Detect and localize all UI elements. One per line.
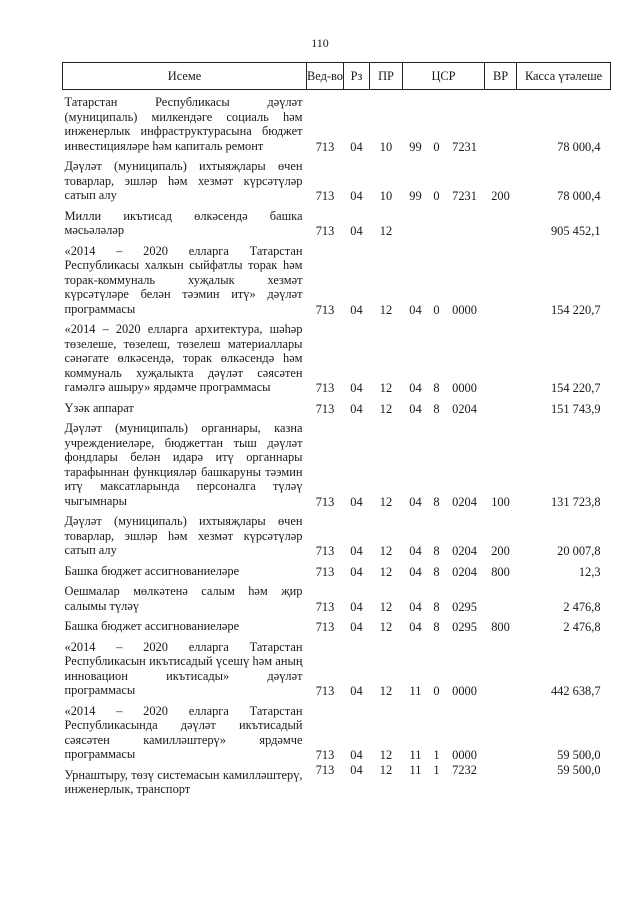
cell-csr-subprogram: 8 (433, 381, 440, 395)
cell-sum: 905 452,1 (550, 224, 601, 238)
cell-pr: 12 (379, 748, 393, 762)
table-header-row (63, 63, 611, 90)
cell-csr-direction: 0000 (452, 748, 477, 762)
cell-pr: 12 (379, 684, 393, 698)
cell-csr-subprogram: 8 (433, 599, 440, 614)
cell-rz: 04 (350, 620, 363, 634)
cell-vr (485, 699, 517, 763)
cell-rz: 04 (350, 684, 363, 698)
cell-csr-program: 04 (409, 564, 422, 579)
cell-vr: 800 (491, 620, 510, 634)
cell-ved: 713 (315, 401, 335, 416)
cell-csr-program: 04 (409, 620, 422, 634)
cell-csr-program: 04 (409, 599, 422, 614)
cell-rz: 04 (350, 139, 363, 154)
cell-pr: 12 (379, 544, 393, 558)
table-row (63, 579, 611, 614)
cell-vr: 100 (491, 494, 510, 509)
cell-pr: 12 (379, 224, 393, 238)
cell-name: Дәүләт (муниципаль) ихтыяҗлары өчен товарлар, эшләр һәм хезмәт күрсәтүләр сатып алу (64, 514, 303, 557)
cell-csr-subprogram: 8 (433, 401, 440, 416)
cell-sum: 131 723,8 (550, 494, 601, 509)
header-csr: ЦСР (403, 63, 485, 90)
cell-csr-subprogram: 8 (433, 620, 440, 634)
cell-pr: 12 (379, 302, 393, 317)
cell-sum: 12,3 (578, 564, 601, 579)
cell-pr: 12 (379, 381, 393, 395)
cell-pr: 12 (379, 762, 393, 777)
cell-name: Дәүләт (муниципаль) органнары, казна учреждениеләре, бюджеттан тыш дәүләт фондлары белән идарә итү органнары тарафыннан функцияләр башкаруны тәэмин итү максатларында персоналга түләү чыгымнары (64, 421, 303, 508)
cell-name: «2014 – 2020 елларга архитектура, шәһәр төзелеше, төзелеш, төзелеш материаллары сәнәгате өлкәсендә, торак өлкәсендә һәм коммуналь хуҗалыкта дәүләт сәясәтен гамәлгә ашыру» ярдәмче программасы (64, 322, 303, 394)
cell-ved: 713 (315, 684, 335, 698)
table-row (63, 396, 611, 417)
cell-sum: 442 638,7 (550, 684, 601, 698)
table-row (63, 614, 611, 635)
table-row (63, 763, 611, 797)
cell-vr: 800 (491, 564, 510, 579)
cell-csr-program (403, 204, 429, 239)
cell-sum: 59 500,0 (557, 748, 601, 762)
cell-sum: 20 007,8 (557, 544, 601, 558)
cell-csr-program: 04 (409, 401, 422, 416)
cell-pr: 12 (379, 564, 393, 579)
cell-vr (485, 204, 517, 239)
cell-csr-direction: 0295 (452, 620, 477, 634)
cell-ved: 713 (315, 599, 335, 614)
cell-pr: 10 (379, 189, 393, 203)
cell-ved: 713 (315, 748, 335, 762)
cell-name: Башка бюджет ассигнованиеләре (64, 619, 240, 633)
cell-csr-direction: 7231 (452, 139, 477, 154)
table-row (63, 204, 611, 239)
header-sum: Касса үтәлеше (517, 63, 611, 90)
cell-csr-subprogram: 8 (433, 544, 440, 558)
cell-name: Оешмалар мөлкәтенә салым һәм җир салымы түләү (64, 584, 303, 613)
table-row (63, 154, 611, 204)
header-pr: ПР (370, 63, 403, 90)
cell-ved: 713 (315, 564, 335, 579)
cell-csr-direction: 0000 (452, 684, 477, 698)
cell-name: «2014 – 2020 елларга Татарстан Республикасын икътисадый үсешү һәм аның инновацион икътисады» дәүләт программасы (64, 639, 303, 697)
cell-pr: 12 (379, 620, 393, 634)
table-row (63, 90, 611, 155)
cell-name: Милли икътисад өлкәсендә башка мәсьәләләр (64, 208, 303, 237)
budget-table (62, 62, 611, 797)
cell-vr: 200 (491, 544, 510, 558)
cell-csr-direction: 0000 (452, 302, 477, 317)
cell-vr (485, 579, 517, 614)
cell-sum: 78 000,4 (557, 189, 601, 203)
page-number: 110 (311, 36, 329, 50)
cell-vr (485, 239, 517, 318)
cell-csr-direction (445, 204, 485, 239)
cell-name: «2014 – 2020 елларга Татарстан Республикасы халкын сыйфатлы торак һәм торак-коммуналь хуҗалык хезмәт күрсәтүләре белән тәэмин итү» дәүләт программасы (64, 243, 303, 316)
cell-ved: 713 (315, 139, 335, 154)
cell-csr-direction: 0204 (452, 494, 477, 509)
cell-sum: 2 476,8 (563, 620, 601, 634)
table-row (63, 239, 611, 318)
cell-pr: 12 (379, 599, 393, 614)
cell-sum: 78 000,4 (557, 139, 601, 154)
cell-csr-subprogram: 1 (433, 762, 440, 777)
table-row (63, 699, 611, 763)
cell-sum: 2 476,8 (563, 599, 601, 614)
cell-csr-program: 11 (409, 762, 422, 777)
cell-rz: 04 (350, 401, 363, 416)
cell-csr-program: 04 (409, 381, 422, 395)
cell-rz: 04 (350, 224, 363, 238)
cell-ved: 713 (315, 189, 335, 203)
cell-csr-program: 04 (409, 494, 422, 509)
cell-csr-subprogram: 8 (433, 494, 440, 509)
cell-csr-program: 99 (409, 139, 422, 154)
cell-ved: 713 (315, 544, 335, 558)
cell-csr-subprogram: 0 (433, 302, 440, 317)
cell-name: «2014 – 2020 елларга Татарстан Республикасында дәүләт икътисадый сәясәтен камилләштерү» ярдәмче программасы (64, 703, 303, 761)
cell-csr-subprogram: 1 (433, 748, 440, 762)
cell-rz: 04 (350, 302, 363, 317)
cell-ved: 713 (315, 381, 335, 395)
cell-rz: 04 (350, 381, 363, 395)
cell-csr-direction: 7232 (452, 762, 477, 777)
table-row (63, 509, 611, 559)
cell-csr-direction: 0204 (452, 401, 477, 416)
cell-sum: 154 220,7 (550, 302, 601, 317)
cell-rz: 04 (350, 762, 363, 777)
cell-vr (485, 90, 517, 155)
cell-ved: 713 (315, 302, 335, 317)
cell-rz: 04 (350, 544, 363, 558)
cell-ved: 713 (315, 494, 335, 509)
cell-csr-direction: 0000 (452, 381, 477, 395)
cell-rz: 04 (350, 494, 363, 509)
cell-sum: 154 220,7 (550, 381, 601, 395)
header-vr: ВР (485, 63, 517, 90)
cell-ved: 713 (315, 762, 335, 777)
cell-ved: 713 (315, 224, 335, 238)
cell-csr-subprogram (429, 204, 445, 239)
cell-csr-program: 04 (409, 544, 422, 558)
cell-csr-program: 11 (409, 684, 422, 698)
cell-csr-subprogram: 0 (433, 189, 440, 203)
cell-name: Үзәк аппарат (64, 400, 134, 415)
cell-name: Башка бюджет ассигнованиеләре (64, 563, 240, 578)
cell-csr-direction: 0295 (452, 599, 477, 614)
cell-pr: 12 (379, 401, 393, 416)
cell-csr-direction: 0204 (452, 564, 477, 579)
cell-name: Дәүләт (муниципаль) ихтыяҗлары өчен товарлар, эшләр һәм хезмәт күрсәтүләр сатып алу (64, 159, 303, 202)
table-row (63, 559, 611, 580)
cell-sum: 151 743,9 (550, 401, 601, 416)
cell-vr (485, 635, 517, 699)
header-name: Исеме (63, 63, 307, 90)
cell-csr-subprogram: 0 (433, 139, 440, 154)
cell-vr (485, 763, 517, 797)
cell-csr-subprogram: 8 (433, 564, 440, 579)
cell-csr-program: 99 (409, 189, 422, 203)
cell-pr: 10 (379, 139, 393, 154)
header-rz: Рз (344, 63, 370, 90)
table-row (63, 416, 611, 509)
cell-csr-program: 11 (409, 748, 422, 762)
cell-pr: 12 (379, 494, 393, 509)
cell-rz: 04 (350, 599, 363, 614)
cell-name: Урнаштыру, төзү системасын камилләштерү, инженерлык, транспорт (64, 767, 303, 796)
cell-rz: 04 (350, 748, 363, 762)
table-row (63, 317, 611, 396)
cell-rz: 04 (350, 189, 363, 203)
cell-rz: 04 (350, 564, 363, 579)
table-row (63, 635, 611, 699)
header-ved: Вед-во (307, 63, 344, 90)
cell-csr-subprogram: 0 (433, 684, 440, 698)
cell-sum: 59 500,0 (557, 762, 601, 777)
cell-ved: 713 (315, 620, 335, 634)
cell-vr (485, 396, 517, 417)
cell-csr-program: 04 (409, 302, 422, 317)
cell-vr (485, 317, 517, 396)
cell-csr-direction: 0204 (452, 544, 477, 558)
cell-vr: 200 (491, 189, 510, 203)
cell-name: Татарстан Республикасы дәүләт (муниципаль) милкендәге социаль һәм инженерлык инфраструктурасына бюджет инвестицияләре һәм капиталь ремонт (64, 95, 303, 153)
cell-csr-direction: 7231 (452, 189, 477, 203)
